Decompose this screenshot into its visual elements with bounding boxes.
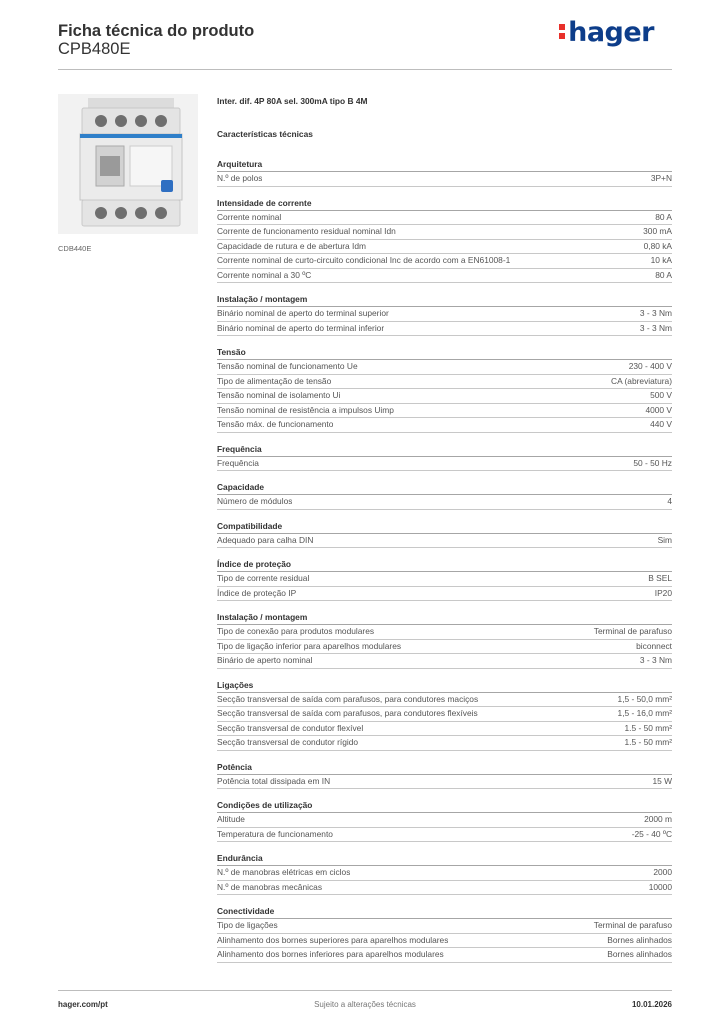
group-title: Instalação / montagem: [217, 611, 672, 625]
spec-label: Alinhamento dos bornes superiores para aparelhos modulares: [217, 934, 449, 945]
footer-notice: Sujeito a alterações técnicas: [314, 1000, 416, 1009]
spec-value: 300 mA: [643, 226, 672, 237]
spec-row: [217, 307, 672, 322]
spec-row: [217, 240, 672, 255]
spec-row: [217, 404, 672, 419]
spec-row: [217, 654, 672, 669]
spec-value: 80 A: [655, 211, 672, 222]
spec-label: Tipo de conexão para produtos modulares: [217, 626, 375, 637]
product-description: Inter. dif. 4P 80A sel. 300mA tipo B 4M: [217, 96, 368, 106]
spec-row: [217, 534, 672, 549]
spec-content: [217, 96, 672, 973]
spec-value: Bornes alinhados: [607, 934, 672, 945]
spec-row: [217, 269, 672, 284]
spec-group: [217, 852, 672, 895]
group-title: Índice de proteção: [217, 558, 672, 572]
spec-label: Corrente de funcionamento residual nominal Idn: [217, 226, 396, 237]
spec-group: [217, 197, 672, 284]
spec-value: 4: [667, 496, 672, 507]
spec-row: [217, 625, 672, 640]
spec-label: Corrente nominal: [217, 211, 282, 222]
spec-label: Secção transversal de condutor flexível: [217, 722, 364, 733]
spec-label: Número de módulos: [217, 496, 293, 507]
product-model: CPB480E: [58, 40, 131, 58]
group-title: Arquitetura: [217, 158, 672, 172]
section-title: Características técnicas: [217, 129, 313, 139]
spec-label: Potência total dissipada em IN: [217, 775, 331, 786]
group-title: Potência: [217, 761, 672, 775]
spec-label: Frequência: [217, 457, 259, 468]
spec-value: 3P+N: [650, 173, 672, 184]
spec-group: [217, 293, 672, 336]
group-title: Capacidade: [217, 481, 672, 495]
spec-group: [217, 520, 672, 549]
spec-label: N.º de manobras elétricas em ciclos: [217, 867, 351, 878]
spec-label: Capacidade de rutura e de abertura Idm: [217, 240, 366, 251]
spec-group: [217, 905, 672, 963]
spec-value: 3 - 3 Nm: [639, 322, 672, 333]
spec-row: [217, 389, 672, 404]
spec-label: Adequado para calha DIN: [217, 534, 314, 545]
spec-group: [217, 799, 672, 842]
group-title: Intensidade de corrente: [217, 197, 672, 211]
spec-row: [217, 360, 672, 375]
spec-row: [217, 934, 672, 949]
spec-label: Tensão máx. de funcionamento: [217, 419, 334, 430]
spec-row: [217, 322, 672, 337]
spec-value: 4000 V: [645, 404, 672, 415]
spec-value: 2000 m: [644, 814, 672, 825]
document-title: Ficha técnica do produto: [58, 22, 255, 40]
spec-value: 440 V: [650, 419, 672, 430]
spec-value: IP20: [654, 587, 672, 598]
spec-row: [217, 587, 672, 602]
spec-value: 1,5 - 50,0 mm²: [617, 693, 672, 704]
spec-value: 10000: [648, 881, 672, 892]
spec-row: [217, 211, 672, 226]
product-image: [58, 94, 198, 234]
spec-label: Binário nominal de aperto do terminal inferior: [217, 322, 385, 333]
spec-label: Tensão nominal de resistência a impulsos Uimp: [217, 404, 394, 415]
spec-row: [217, 495, 672, 510]
spec-label: Tipo de corrente residual: [217, 573, 310, 584]
spec-label: Corrente nominal de curto-circuito condicional Inc de acordo com a EN61008-1: [217, 255, 511, 266]
spec-label: Corrente nominal a 30 ºC: [217, 269, 312, 280]
spec-label: Secção transversal de condutor rígido: [217, 737, 359, 748]
spec-row: [217, 457, 672, 472]
spec-label: Binário de aperto nominal: [217, 655, 313, 666]
spec-group: [217, 346, 672, 433]
spec-row: [217, 375, 672, 390]
spec-value: 0,80 kA: [643, 240, 672, 251]
group-title: Frequência: [217, 443, 672, 457]
spec-value: 1.5 - 50 mm²: [624, 737, 672, 748]
group-title: Condições de utilização: [217, 799, 672, 813]
spec-value: B SEL: [648, 573, 672, 584]
logo-dots-icon: [559, 24, 565, 40]
spec-label: Altitude: [217, 814, 245, 825]
spec-label: Tipo de ligações: [217, 920, 278, 931]
spec-row: [217, 707, 672, 722]
spec-value: -25 - 40 ºC: [631, 828, 672, 839]
page-header: [58, 17, 672, 70]
group-title: Compatibilidade: [217, 520, 672, 534]
spec-row: [217, 640, 672, 655]
group-title: Instalação / montagem: [217, 293, 672, 307]
spec-label: Tensão nominal de funcionamento Ue: [217, 361, 358, 372]
image-caption: CDB440E: [58, 244, 92, 253]
footer-date: 10.01.2026: [631, 1000, 672, 1009]
spec-label: Tipo de ligação inferior para aparelhos modulares: [217, 640, 402, 651]
page-footer: [58, 990, 672, 1010]
spec-group: [217, 481, 672, 510]
spec-label: Tipo de alimentação de tensão: [217, 375, 332, 386]
spec-row: [217, 254, 672, 269]
spec-value: 15 W: [652, 775, 672, 786]
spec-value: Sim: [657, 534, 672, 545]
spec-row: [217, 881, 672, 896]
spec-value: 500 V: [650, 390, 672, 401]
spec-row: [217, 828, 672, 843]
spec-value: 1.5 - 50 mm²: [624, 722, 672, 733]
footer-website: hager.com/pt: [58, 1000, 108, 1009]
spec-group: [217, 158, 672, 187]
spec-value: 230 - 400 V: [628, 361, 672, 372]
spec-row: [217, 866, 672, 881]
spec-value: biconnect: [636, 640, 672, 651]
spec-row: [217, 693, 672, 708]
spec-value: Terminal de parafuso: [593, 920, 672, 931]
spec-row: [217, 722, 672, 737]
spec-value: 10 kA: [650, 255, 672, 266]
spec-label: Índice de proteção IP: [217, 587, 297, 598]
spec-groups: [217, 158, 672, 963]
spec-row: [217, 919, 672, 934]
hager-logo: [559, 17, 654, 48]
spec-row: [217, 172, 672, 187]
spec-label: Secção transversal de saída com parafusos, para condutores maciços: [217, 693, 479, 704]
spec-label: Secção transversal de saída com parafusos, para condutores flexíveis: [217, 708, 478, 719]
spec-row: [217, 572, 672, 587]
spec-value: 50 - 50 Hz: [633, 457, 672, 468]
spec-value: 3 - 3 Nm: [639, 308, 672, 319]
spec-value: Terminal de parafuso: [593, 626, 672, 637]
group-title: Endurância: [217, 852, 672, 866]
spec-value: 1,5 - 16,0 mm²: [617, 708, 672, 719]
spec-group: [217, 443, 672, 472]
spec-row: [217, 418, 672, 433]
spec-value: 3 - 3 Nm: [639, 655, 672, 666]
spec-value: CA (abreviatura): [611, 375, 672, 386]
spec-value: 80 A: [655, 269, 672, 280]
logo-text: hager: [568, 17, 654, 48]
spec-group: [217, 558, 672, 601]
spec-label: Temperatura de funcionamento: [217, 828, 333, 839]
group-title: Ligações: [217, 679, 672, 693]
spec-label: N.º de polos: [217, 173, 263, 184]
spec-group: [217, 611, 672, 669]
spec-group: [217, 761, 672, 790]
spec-label: Alinhamento dos bornes inferiores para aparelhos modulares: [217, 949, 444, 960]
spec-row: [217, 736, 672, 751]
spec-label: Tensão nominal de isolamento Ui: [217, 390, 341, 401]
spec-value: 2000: [653, 867, 672, 878]
group-title: Tensão: [217, 346, 672, 360]
spec-row: [217, 225, 672, 240]
group-title: Conectividade: [217, 905, 672, 919]
spec-row: [217, 775, 672, 790]
spec-row: [217, 948, 672, 963]
spec-label: Binário nominal de aperto do terminal superior: [217, 308, 389, 319]
spec-group: [217, 679, 672, 751]
spec-value: Bornes alinhados: [607, 949, 672, 960]
spec-row: [217, 813, 672, 828]
spec-label: N.º de manobras mecânicas: [217, 881, 323, 892]
